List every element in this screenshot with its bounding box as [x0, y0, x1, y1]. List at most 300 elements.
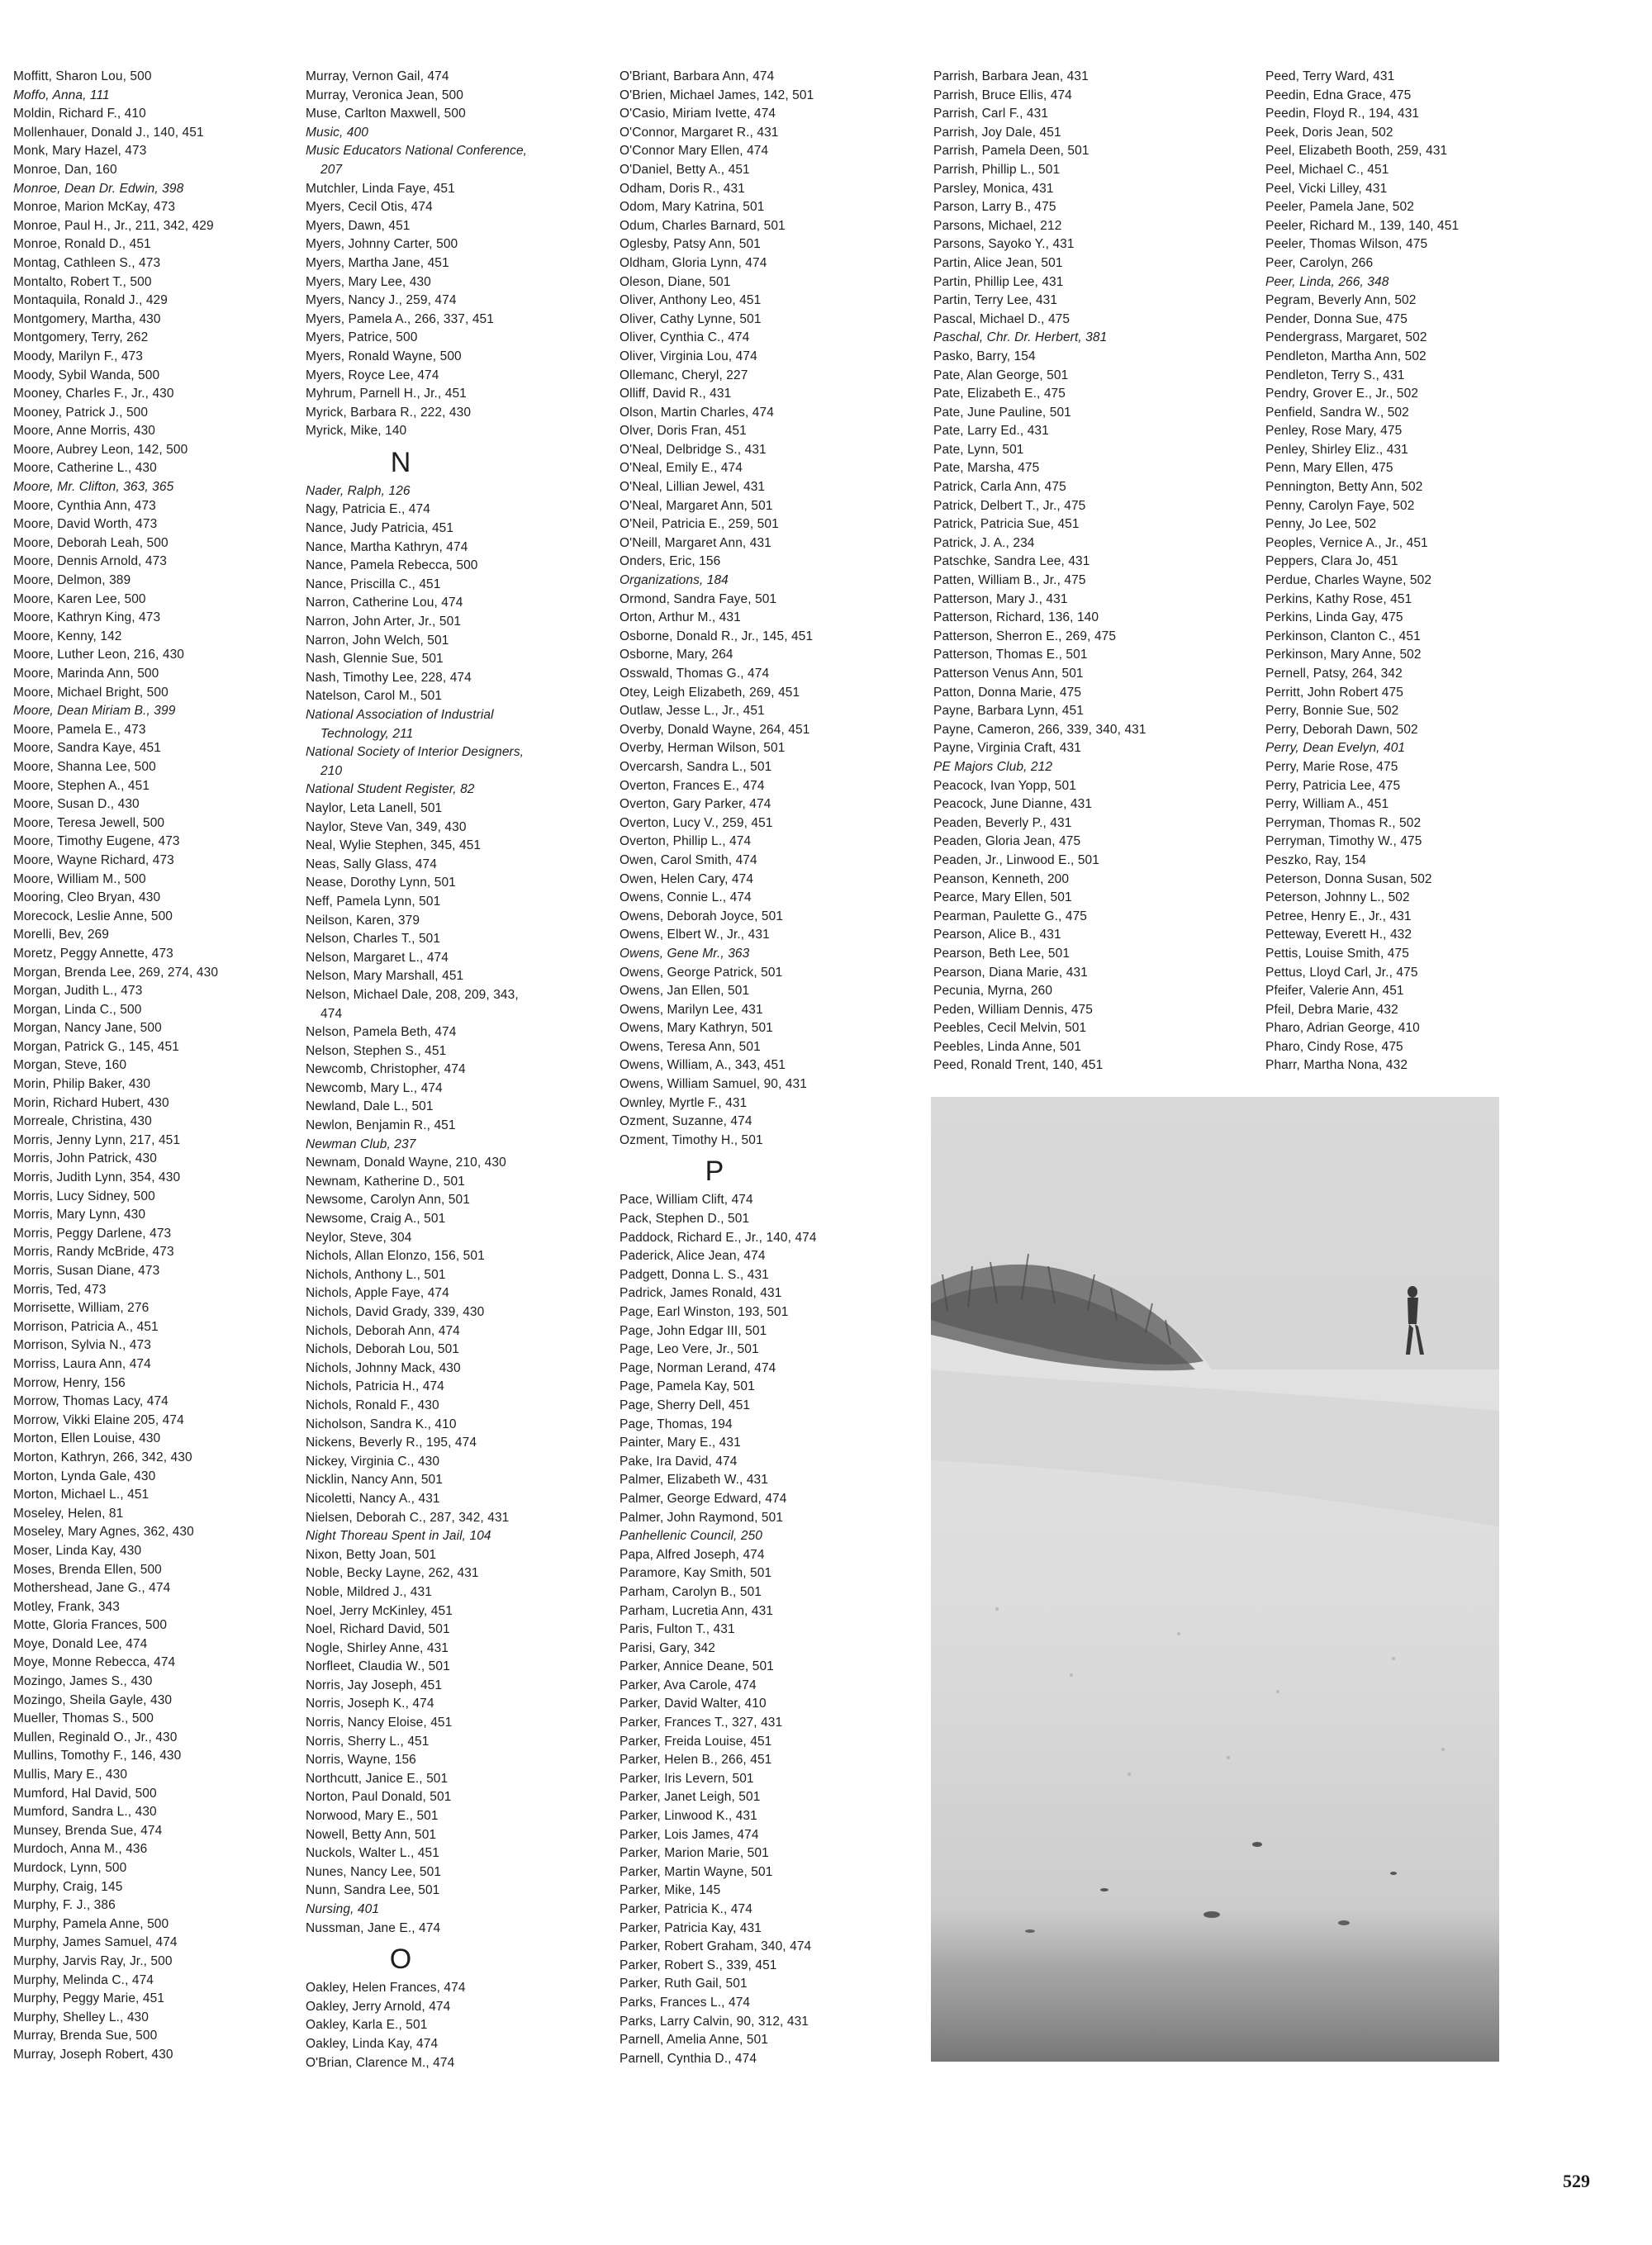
index-entry-text: Morin, Richard Hubert, 430 — [13, 1095, 169, 1110]
index-entry-text: Myrick, Barbara R., 222, 430 — [306, 405, 472, 420]
index-entry-text: Perry, Deborah Dawn, 502 — [1265, 722, 1418, 737]
index-entry — [933, 198, 1206, 217]
index-entry-text: Partin, Terry Lee, 431 — [933, 293, 1058, 308]
index-entry — [13, 254, 286, 273]
index-entry-text: Pate, Alan George, 501 — [933, 368, 1069, 382]
index-entry-text: Moore, William M., 500 — [13, 871, 146, 886]
index-entry-text: Parker, Frances T., 327, 431 — [620, 1716, 783, 1730]
index-entry-text: Myers, Martha Jane, 451 — [306, 255, 449, 270]
index-entry — [1265, 161, 1538, 180]
index-entry — [13, 2009, 286, 2028]
index-entry-text: Page, Sherry Dell, 451 — [620, 1398, 751, 1412]
index-entry-text: Moore, Stephen A., 451 — [13, 778, 150, 793]
index-entry — [306, 1826, 578, 1845]
index-entry — [1265, 198, 1538, 217]
index-entry-text: Morrison, Sylvia N., 473 — [13, 1338, 151, 1353]
index-entry-text: Peer, Carolyn, 266 — [1265, 255, 1374, 270]
index-entry — [306, 1509, 578, 1528]
index-entry-text: Narron, John Arter, Jr., 501 — [306, 615, 462, 629]
index-entry-text: Morris, Randy McBride, 473 — [13, 1245, 174, 1260]
index-entry-text: Parker, Freida Louise, 451 — [620, 1734, 772, 1749]
index-entry-text: National Association of Industrial — [306, 708, 494, 722]
index-entry — [13, 124, 286, 143]
index-entry-text: Overton, Lucy V., 259, 451 — [620, 815, 773, 830]
index-entry-text: Paris, Fulton T., 431 — [620, 1622, 735, 1637]
page-number: 529 — [1563, 2171, 1590, 2191]
index-entry — [306, 1844, 578, 1863]
index-entry-text: Neff, Pamela Lynn, 501 — [306, 894, 441, 909]
index-entry-text: Myers, Mary Lee, 430 — [306, 274, 431, 289]
index-entry-text: Night Thoreau Spent in Jail, 104 — [306, 1529, 491, 1544]
index-entry-text: Pearman, Paulette G., 475 — [933, 909, 1088, 923]
index-entry — [933, 982, 1206, 1001]
index-entry — [620, 217, 892, 236]
index-entry — [306, 874, 578, 893]
index-entry — [620, 1266, 892, 1285]
index-entry — [620, 1360, 892, 1379]
index-entry — [13, 982, 286, 1001]
index-entry — [1265, 367, 1538, 386]
index-entry — [13, 1336, 286, 1355]
index-entry — [306, 217, 578, 236]
index-entry-text: Moore, Marinda Ann, 500 — [13, 667, 159, 681]
index-entry-text: Peed, Terry Ward, 431 — [1265, 69, 1395, 83]
index-entry-text: Overton, Gary Parker, 474 — [620, 797, 771, 812]
index-entry — [306, 1136, 578, 1155]
index-entry-text: Owens, Mary Kathryn, 501 — [620, 1021, 773, 1036]
index-entry — [13, 1281, 286, 1300]
index-entry-text: Perkins, Kathy Rose, 451 — [1265, 591, 1412, 606]
index-entry — [620, 1038, 892, 1057]
index-entry-text: Norris, Joseph K., 474 — [306, 1697, 434, 1711]
index-entry-text: Monroe, Dan, 160 — [13, 162, 117, 177]
index-entry-text: Morgan, Judith L., 473 — [13, 984, 143, 999]
index-entry — [933, 515, 1206, 534]
index-entry — [1265, 908, 1538, 927]
index-entry-text: Mothershead, Jane G., 474 — [13, 1581, 171, 1596]
index-entry-text: Patrick, Patricia Sue, 451 — [933, 517, 1080, 532]
index-entry-text: Morreale, Christina, 430 — [13, 1114, 152, 1129]
index-entry-text: Parker, Patricia K., 474 — [620, 1902, 752, 1916]
index-entry — [620, 982, 892, 1001]
index-entry — [306, 311, 578, 330]
index-entry-text: Owens, Gene Mr., 363 — [620, 946, 750, 961]
index-entry — [620, 441, 892, 460]
index-entry — [933, 329, 1206, 348]
index-entry — [306, 1434, 578, 1453]
index-entry — [933, 852, 1206, 871]
index-entry-text: Parker, David Walter, 410 — [620, 1697, 767, 1711]
index-entry-text: O'Neal, Lillian Jewel, 431 — [620, 480, 766, 495]
index-entry — [1265, 609, 1538, 628]
index-entry — [620, 1788, 892, 1807]
index-entry — [620, 1453, 892, 1472]
index-entry — [1265, 1019, 1538, 1038]
index-entry-text: Parker, Lois James, 474 — [620, 1827, 759, 1842]
index-entry — [306, 1733, 578, 1752]
index-entry — [933, 889, 1206, 908]
index-entry — [306, 669, 578, 688]
index-entry-text: Moore, David Worth, 473 — [13, 517, 158, 532]
index-entry-text: Parks, Frances L., 474 — [620, 1995, 751, 2010]
index-entry — [306, 68, 578, 87]
index-entry — [1265, 926, 1538, 945]
index-entry — [620, 739, 892, 758]
index-entry-text: Paderick, Alice Jean, 474 — [620, 1249, 766, 1264]
index-entry-text: Parham, Carolyn B., 501 — [620, 1584, 762, 1599]
index-entry-text: Payne, Cameron, 266, 339, 340, 431 — [933, 722, 1146, 737]
index-entry-text: Morris, Lucy Sidney, 500 — [13, 1189, 155, 1203]
index-entry-text: Overton, Frances E., 474 — [620, 778, 765, 793]
index-entry-text: Parker, Iris Levern, 501 — [620, 1771, 754, 1786]
beach-dunes-photo-icon — [931, 1097, 1499, 2062]
index-entry-text: Naylor, Steve Van, 349, 430 — [306, 819, 467, 834]
index-entry — [306, 105, 578, 124]
index-entry-text: Peeler, Richard M., 139, 140, 451 — [1265, 218, 1460, 233]
index-entry — [306, 1751, 578, 1770]
index-entry — [13, 1056, 286, 1075]
index-entry — [933, 254, 1206, 273]
index-entry-text: Pearson, Beth Lee, 501 — [933, 946, 1070, 961]
index-entry-text: Ollemanc, Cheryl, 227 — [620, 368, 748, 382]
index-entry — [13, 87, 286, 106]
index-entry — [933, 553, 1206, 572]
index-entry-text: Nursing, 401 — [306, 1902, 380, 1916]
index-entry — [306, 594, 578, 613]
index-entry-text: Peszko, Ray, 154 — [1265, 852, 1366, 867]
index-entry-text: Overby, Herman Wilson, 501 — [620, 741, 786, 756]
index-entry — [620, 2031, 892, 2050]
index-entry-text: Parker, Robert S., 339, 451 — [620, 1958, 777, 1972]
index-entry — [306, 1920, 578, 1939]
index-entry-text: Parker, Linwood K., 431 — [620, 1809, 757, 1824]
index-entry — [933, 404, 1206, 423]
index-entry-text: Oliver, Anthony Leo, 451 — [620, 293, 762, 308]
index-entry-text: Pfeil, Debra Marie, 432 — [1265, 1002, 1398, 1017]
index-entry-text: O'Neal, Margaret Ann, 501 — [620, 498, 773, 513]
index-entry-text: Nash, Glennie Sue, 501 — [306, 652, 444, 667]
index-entry-text: Moore, Kathryn King, 473 — [13, 610, 161, 625]
index-entry-text: Mooring, Cleo Bryan, 430 — [13, 890, 161, 905]
index-entry-text: Morris, Mary Lynn, 430 — [13, 1208, 146, 1222]
index-entry-text: Morgan, Patrick G., 145, 451 — [13, 1039, 179, 1054]
index-entry — [13, 1001, 286, 1020]
index-entry — [13, 1673, 286, 1692]
index-entry-text: Montalto, Robert T., 500 — [13, 274, 152, 289]
index-entry — [306, 520, 578, 539]
index-entry-text: Perry, Bonnie Sue, 502 — [1265, 704, 1399, 719]
index-entry — [13, 1635, 286, 1654]
index-entry — [1265, 795, 1538, 814]
index-entry-continuation: 210 — [320, 763, 343, 778]
index-entry — [13, 1505, 286, 1524]
index-entry-text: Parks, Larry Calvin, 90, 312, 431 — [620, 2014, 809, 2029]
index-entry-text: Oliver, Cathy Lynne, 501 — [620, 311, 762, 326]
index-entry — [620, 311, 892, 330]
index-entry-text: Murdock, Lynn, 500 — [13, 1861, 127, 1875]
index-entry — [620, 945, 892, 964]
index-entry-text: Murray, Vernon Gail, 474 — [306, 69, 449, 83]
index-entry-text: Murphy, Craig, 145 — [13, 1879, 123, 1894]
index-entry-text: Papa, Alfred Joseph, 474 — [620, 1547, 765, 1562]
index-entry-text: O'Brian, Clarence M., 474 — [306, 2055, 455, 2070]
index-entry — [933, 292, 1206, 311]
index-entry — [1265, 105, 1538, 124]
index-entry — [1265, 311, 1538, 330]
index-entry — [933, 217, 1206, 236]
index-entry-text: Otey, Leigh Elizabeth, 269, 451 — [620, 685, 800, 700]
index-entry-text: Peoples, Vernice A., Jr., 451 — [1265, 535, 1428, 550]
index-entry-text: Patten, William B., Jr., 475 — [933, 573, 1086, 588]
index-entry — [13, 1840, 286, 1859]
index-entry-text: Nichols, Deborah Ann, 474 — [306, 1323, 460, 1338]
index-entry-text: Moses, Brenda Ellen, 500 — [13, 1562, 162, 1577]
index-entry-text: Pharo, Cindy Rose, 475 — [1265, 1039, 1403, 1054]
index-entry-text: Nichols, Apple Faye, 474 — [306, 1286, 449, 1301]
index-entry-text: Newcomb, Mary L., 474 — [306, 1080, 443, 1095]
index-entry — [933, 1001, 1206, 1020]
index-entry — [1265, 721, 1538, 740]
index-entry — [306, 1266, 578, 1285]
index-entry-text: Pharr, Martha Nona, 432 — [1265, 1058, 1408, 1073]
index-entry-text: Patrick, J. A., 234 — [933, 535, 1035, 550]
index-entry — [13, 441, 286, 460]
index-entry — [933, 497, 1206, 516]
index-entry-text: Pettis, Louise Smith, 475 — [1265, 946, 1409, 961]
index-entry-text: Myers, Royce Lee, 474 — [306, 368, 439, 382]
index-entry-text: Parker, Marion Marie, 501 — [620, 1846, 769, 1861]
index-entry — [306, 329, 578, 348]
index-entry — [620, 1882, 892, 1901]
index-entry — [1265, 1001, 1538, 1020]
index-entry-text: Perkins, Linda Gay, 475 — [1265, 610, 1403, 625]
index-entry — [306, 576, 578, 595]
index-entry — [306, 482, 578, 501]
index-entry — [306, 2035, 578, 2054]
index-entry — [620, 609, 892, 628]
index-entry-text: Moore, Catherine L., 430 — [13, 461, 157, 476]
index-entry-text: Moore, Sandra Kaye, 451 — [13, 741, 161, 756]
index-entry-text: Peaden, Gloria Jean, 475 — [933, 834, 1081, 849]
index-entry-text: Peed, Ronald Trent, 140, 451 — [933, 1058, 1104, 1073]
index-entry-text: Penfield, Sandra W., 502 — [1265, 405, 1409, 420]
index-entry — [933, 124, 1206, 143]
index-entry-text: Newsome, Carolyn Ann, 501 — [306, 1193, 470, 1208]
section-letter: N — [390, 446, 411, 478]
index-entry — [13, 572, 286, 591]
index-entry-text: Olson, Martin Charles, 474 — [620, 405, 774, 420]
index-entry — [620, 926, 892, 945]
index-entry-text: Peacock, Ivan Yopp, 501 — [933, 778, 1076, 793]
index-entry — [620, 1695, 892, 1714]
index-entry — [933, 534, 1206, 553]
index-entry — [620, 124, 892, 143]
index-entry-text: Nunes, Nancy Lee, 501 — [306, 1864, 442, 1879]
index-entry-text: Peaden, Beverly P., 431 — [933, 815, 1072, 830]
index-entry — [1265, 572, 1538, 591]
index-entry-text: Moore, Delmon, 389 — [13, 573, 131, 588]
index-entry-text: Peterson, Donna Susan, 502 — [1265, 871, 1432, 886]
index-entry — [306, 124, 578, 143]
index-entry — [13, 1150, 286, 1169]
index-entry-text: Pender, Donna Sue, 475 — [1265, 311, 1408, 326]
index-entry — [620, 478, 892, 497]
index-entry-text: Moser, Linda Kay, 430 — [13, 1543, 142, 1558]
index-entry — [306, 1322, 578, 1341]
index-entry — [1265, 478, 1538, 497]
index-entry-text: Muse, Carlton Maxwell, 500 — [306, 107, 466, 121]
index-entry — [306, 1098, 578, 1117]
index-entry-text: Perry, Patricia Lee, 475 — [1265, 778, 1401, 793]
index-entry-text: Moody, Sybil Wanda, 500 — [13, 368, 160, 382]
index-entry-text: Newnam, Katherine D., 501 — [306, 1174, 465, 1189]
index-entry — [620, 758, 892, 777]
index-entry — [306, 1154, 578, 1173]
index-entry-text: Murphy, Melinda C., 474 — [13, 1972, 154, 1987]
index-entry-text: Parker, Janet Leigh, 501 — [620, 1790, 761, 1805]
index-entry-text: Patterson, Thomas E., 501 — [933, 648, 1088, 662]
index-entry — [620, 515, 892, 534]
index-entry-text: Penley, Rose Mary, 475 — [1265, 424, 1403, 439]
index-entry — [306, 1695, 578, 1714]
index-entry-text: Pate, Marsha, 475 — [933, 461, 1040, 476]
index-entry-text: Pate, Larry Ed., 431 — [933, 424, 1049, 439]
index-entry-text: Morton, Kathryn, 266, 342, 430 — [13, 1450, 192, 1464]
index-entry-text: Nicklin, Nancy Ann, 501 — [306, 1473, 443, 1488]
index-entry — [13, 1896, 286, 1915]
index-entry — [620, 292, 892, 311]
index-entry — [13, 1206, 286, 1225]
index-entry — [1265, 459, 1538, 478]
index-entry-text: Morrow, Thomas Lacy, 474 — [13, 1394, 169, 1409]
index-entry — [13, 142, 286, 161]
index-entry-text: Noble, Mildred J., 431 — [306, 1584, 432, 1599]
index-entry-text: Perdue, Charles Wayne, 502 — [1265, 573, 1432, 588]
index-entry-text: Page, Norman Lerand, 474 — [620, 1360, 776, 1375]
index-entry-text: Morecock, Leslie Anne, 500 — [13, 909, 173, 923]
index-entry — [933, 1038, 1206, 1057]
index-entry-text: Norfleet, Claudia W., 501 — [306, 1659, 450, 1674]
index-entry-text: Morris, Jenny Lynn, 217, 451 — [13, 1132, 181, 1147]
index-entry-text: Ownley, Myrtle F., 431 — [620, 1095, 748, 1110]
index-entry-text: Osswald, Thomas G., 474 — [620, 667, 770, 681]
index-entry-text: Peedin, Floyd R., 194, 431 — [1265, 107, 1420, 121]
index-entry — [306, 292, 578, 311]
index-entry — [620, 1920, 892, 1939]
index-entry-text: Overcarsh, Sandra L., 501 — [620, 759, 772, 774]
index-entry-text: Myers, Dawn, 451 — [306, 218, 411, 233]
index-entry-text: Morris, Peggy Darlene, 473 — [13, 1226, 172, 1241]
index-entry — [933, 478, 1206, 497]
index-entry — [1265, 180, 1538, 199]
index-entry-text: Perryman, Timothy W., 475 — [1265, 834, 1422, 849]
index-entry-text: Mumford, Sandra L., 430 — [13, 1805, 157, 1820]
index-entry — [306, 422, 578, 441]
index-entry-text: Pearson, Alice B., 431 — [933, 928, 1061, 942]
index-entry — [306, 142, 578, 179]
index-entry-text: Moore, Michael Bright, 500 — [13, 685, 169, 700]
index-entry — [933, 814, 1206, 833]
index-entry-text: Pernell, Patsy, 264, 342 — [1265, 667, 1403, 681]
index-entry — [933, 833, 1206, 852]
index-entry-text: Nixon, Betty Joan, 501 — [306, 1547, 437, 1562]
index-entry — [306, 650, 578, 669]
index-entry — [1265, 758, 1538, 777]
index-entry — [13, 1859, 286, 1878]
index-entry-text: Moye, Donald Lee, 474 — [13, 1636, 148, 1651]
index-entry — [1265, 534, 1538, 553]
index-entry-text: Moore, Dean Miriam B., 399 — [13, 704, 176, 719]
index-entry — [933, 161, 1206, 180]
index-entry — [306, 385, 578, 404]
index-entry-text: Music Educators National Conference, — [306, 144, 528, 159]
index-entry-text: Nickens, Beverly R., 195, 474 — [306, 1436, 477, 1450]
index-entry — [13, 1355, 286, 1374]
index-entry-text: Pendleton, Martha Ann, 502 — [1265, 349, 1427, 363]
index-entry — [1265, 292, 1538, 311]
index-entry-text: Nash, Timothy Lee, 228, 474 — [306, 670, 472, 685]
index-entry-text: Morgan, Brenda Lee, 269, 274, 430 — [13, 965, 219, 980]
index-entry — [620, 1378, 892, 1397]
index-entry-text: Moore, Kenny, 142 — [13, 629, 122, 643]
index-entry — [13, 329, 286, 348]
index-entry-text: Noel, Jerry McKinley, 451 — [306, 1603, 453, 1618]
index-entry-text: National Society of Interior Designers, — [306, 745, 525, 760]
index-entry — [620, 1247, 892, 1266]
index-entry — [13, 1374, 286, 1393]
index-entry — [933, 945, 1206, 964]
index-entry-text: Newcomb, Christopher, 474 — [306, 1062, 466, 1077]
index-entry-text: Pate, Elizabeth E., 475 — [933, 387, 1066, 401]
index-entry — [306, 1788, 578, 1807]
index-entry-text: Noble, Becky Layne, 262, 431 — [306, 1566, 479, 1581]
index-entry-text: Nichols, Ronald F., 430 — [306, 1398, 439, 1412]
index-entry-text: Peedin, Edna Grace, 475 — [1265, 88, 1412, 102]
index-entry — [13, 180, 286, 199]
index-entry-text: Mueller, Thomas S., 500 — [13, 1711, 154, 1726]
index-entry-text: Parsley, Monica, 431 — [933, 181, 1054, 196]
index-entry-text: Norwood, Mary E., 501 — [306, 1809, 439, 1824]
index-entry — [306, 348, 578, 367]
index-entry — [306, 930, 578, 949]
index-entry — [620, 572, 892, 591]
index-entry-continuation: 207 — [320, 162, 343, 177]
index-entry-text: Parrish, Pamela Deen, 501 — [933, 144, 1089, 159]
index-entry-text: Morrison, Patricia A., 451 — [13, 1319, 159, 1334]
index-entry — [13, 1188, 286, 1207]
index-entry-text: Morrisette, William, 276 — [13, 1301, 150, 1316]
index-entry — [620, 889, 892, 908]
index-entry-text: Murphy, Pamela Anne, 500 — [13, 1916, 169, 1931]
index-entry — [620, 1546, 892, 1565]
index-entry — [306, 819, 578, 838]
index-entry-text: Moore, Timothy Eugene, 473 — [13, 834, 180, 849]
index-entry — [13, 404, 286, 423]
index-entry-text: Ozment, Suzanne, 474 — [620, 1114, 752, 1129]
index-entry — [620, 1303, 892, 1322]
index-entry-text: Mooney, Patrick J., 500 — [13, 405, 149, 420]
index-entry-text: Murray, Joseph Robert, 430 — [13, 2047, 173, 2062]
index-entry — [933, 422, 1206, 441]
index-entry — [620, 1210, 892, 1229]
index-entry — [620, 1229, 892, 1248]
index-entry — [306, 1042, 578, 1061]
index-entry — [13, 1132, 286, 1151]
index-entry — [1265, 777, 1538, 796]
index-entry — [933, 1019, 1206, 1038]
index-entry-text: Morris, Judith Lynn, 354, 430 — [13, 1170, 181, 1185]
index-entry-text: Morrow, Henry, 156 — [13, 1375, 126, 1390]
